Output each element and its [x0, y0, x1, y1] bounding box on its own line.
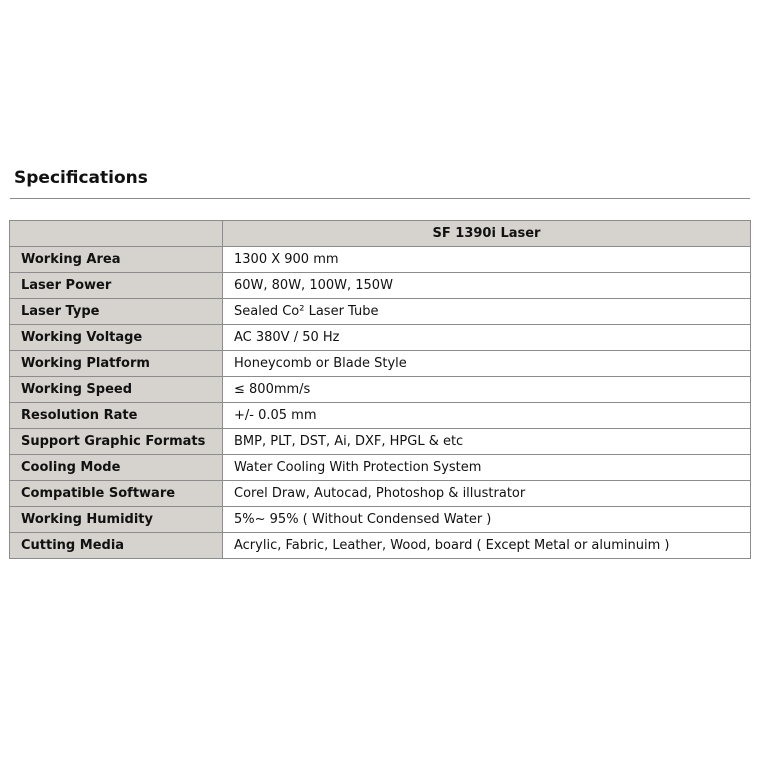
table-row [10, 481, 751, 507]
row-label: Support Graphic Formats [10, 429, 223, 455]
row-value: 1300 X 900 mm [223, 247, 751, 273]
row-label: Working Speed [10, 377, 223, 403]
table-row [10, 351, 751, 377]
row-label: Cooling Mode [10, 455, 223, 481]
header-model-cell: SF 1390i Laser [223, 221, 751, 247]
row-label: Resolution Rate [10, 403, 223, 429]
row-value: AC 380V / 50 Hz [223, 325, 751, 351]
table-row [10, 455, 751, 481]
specifications-table [9, 220, 751, 559]
table-row [10, 377, 751, 403]
row-value: Water Cooling With Protection System [223, 455, 751, 481]
row-label: Working Platform [10, 351, 223, 377]
row-label: Cutting Media [10, 533, 223, 559]
table-row [10, 325, 751, 351]
row-value: 5%~ 95% ( Without Condensed Water ) [223, 507, 751, 533]
row-value: +/- 0.05 mm [223, 403, 751, 429]
table-row [10, 507, 751, 533]
page-title: Specifications [14, 168, 148, 188]
row-value: Sealed Co² Laser Tube [223, 299, 751, 325]
table-row [10, 273, 751, 299]
row-value: Honeycomb or Blade Style [223, 351, 751, 377]
row-label: Compatible Software [10, 481, 223, 507]
table-header-row [10, 221, 751, 247]
table-row [10, 299, 751, 325]
table-row [10, 533, 751, 559]
header-blank-cell [10, 221, 223, 247]
row-label: Laser Power [10, 273, 223, 299]
row-value: Corel Draw, Autocad, Photoshop & illustrator [223, 481, 751, 507]
row-label: Laser Type [10, 299, 223, 325]
table-row [10, 247, 751, 273]
row-value: BMP, PLT, DST, Ai, DXF, HPGL & etc [223, 429, 751, 455]
row-value: Acrylic, Fabric, Leather, Wood, board ( Except Metal or aluminuim ) [223, 533, 751, 559]
row-label: Working Area [10, 247, 223, 273]
table-row [10, 429, 751, 455]
row-value: ≤ 800mm/s [223, 377, 751, 403]
table-row [10, 403, 751, 429]
row-value: 60W, 80W, 100W, 150W [223, 273, 751, 299]
row-label: Working Voltage [10, 325, 223, 351]
row-label: Working Humidity [10, 507, 223, 533]
title-divider [10, 198, 750, 199]
